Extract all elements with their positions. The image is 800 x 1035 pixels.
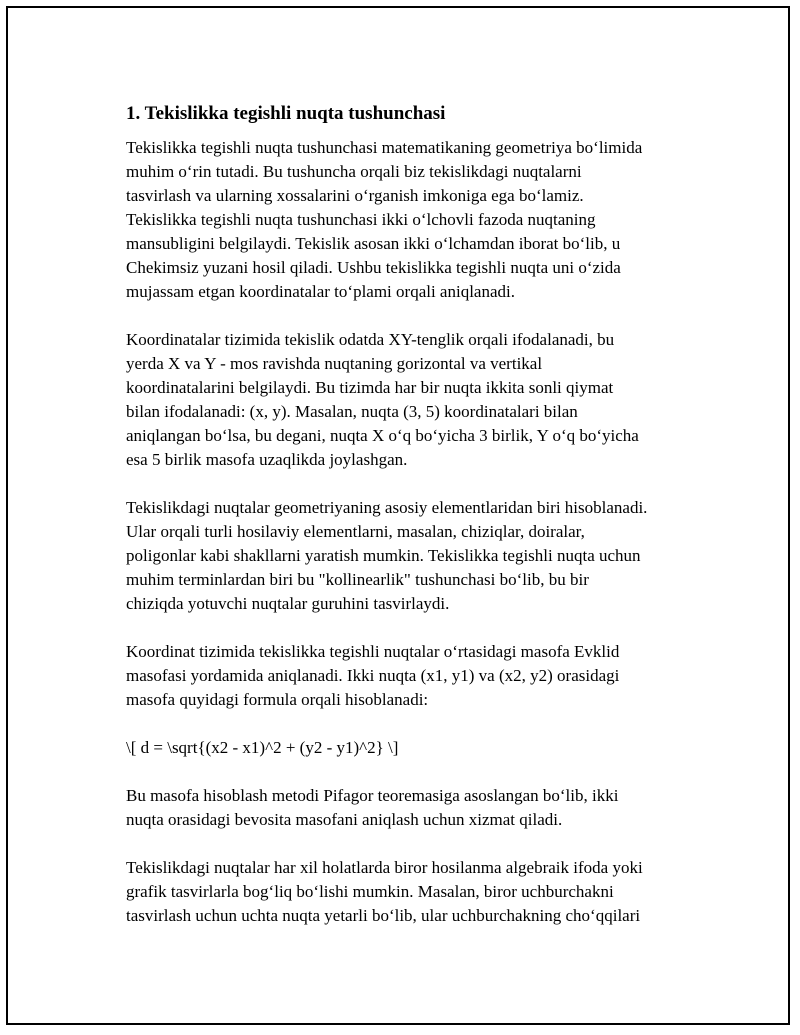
section-title: 1. Tekislikka tegishli nuqta tushunchasi [126, 103, 446, 124]
paragraph-pythagoras [126, 784, 696, 832]
text-line: Chekimsiz yuzani hosil qiladi. Ushbu tekislikka tegishli nuqta uni o‘zida [126, 258, 621, 277]
text-line: mansubligini belgilaydi. Tekislik asosan ikki o‘lchamdan iborat bo‘lib, u [126, 234, 621, 253]
text-line: tasvirlash va ularning xossalarini o‘rganish imkoniga ega bo‘lamiz. [126, 186, 584, 205]
page-content [126, 102, 696, 952]
text-line: grafik tasvirlarla bog‘liq bo‘lishi mumkin. Masalan, biror uchburchakni [126, 882, 614, 901]
page-frame [6, 6, 790, 1025]
paragraph-distance [126, 640, 696, 712]
text-line: Tekislikdagi nuqtalar geometriyaning asosiy elementlaridan biri hisoblanadi. [126, 498, 648, 517]
paragraph-formula [126, 736, 696, 760]
text-line: chiziqda yotuvchi nuqtalar guruhini tasvirlaydi. [126, 594, 450, 613]
text-line: mujassam etgan koordinatalar to‘plami orqali aniqlanadi. [126, 282, 515, 301]
text-line: masofasi yordamida aniqlanadi. Ikki nuqta (x1, y1) va (x2, y2) orasidagi [126, 666, 620, 685]
paragraph-coordinates [126, 328, 696, 472]
text-line: muhim o‘rin tutadi. Bu tushuncha orqali biz tekislikdagi nuqtalarni [126, 162, 582, 181]
text-line: Ular orqali turli hosilaviy elementlarni, masalan, chiziqlar, doiralar, [126, 522, 585, 541]
text-line: Tekislikdagi nuqtalar har xil holatlarda biror hosilanma algebraik ifoda yoki [126, 858, 643, 877]
text-line: esa 5 birlik masofa uzaqlikda joylashgan. [126, 450, 408, 469]
text-line: yerda X va Y - mos ravishda nuqtaning gorizontal va vertikal [126, 354, 543, 373]
paragraph-applications [126, 856, 696, 928]
text-line: Bu masofa hisoblash metodi Pifagor teoremasiga asoslangan bo‘lib, ikki [126, 786, 619, 805]
text-line: Koordinatalar tizimida tekislik odatda XY-tenglik orqali ifodalanadi, bu [126, 330, 615, 349]
text-line: Tekislikka tegishli nuqta tushunchasi matematikaning geometriya bo‘limida [126, 138, 643, 157]
text-line: Tekislikka tegishli nuqta tushunchasi ikki o‘lchovli fazoda nuqtaning [126, 210, 596, 229]
text-line: masofa quyidagi formula orqali hisoblanadi: [126, 690, 429, 709]
paragraph-elements [126, 496, 696, 616]
text-line: muhim terminlardan biri bu "kollinearlik" tushunchasi bo‘lib, bu bir [126, 570, 589, 589]
text-line: tasvirlash uchun uchta nuqta yetarli bo‘lib, ular uchburchakning cho‘qqilari [126, 906, 641, 925]
text-line: koordinatalarini belgilaydi. Bu tizimda har bir nuqta ikkita sonli qiymat [126, 378, 614, 397]
text-line: nuqta orasidagi bevosita masofani aniqlash uchun xizmat qiladi. [126, 810, 563, 829]
text-line: poligonlar kabi shakllarni yaratish mumkin. Tekislikka tegishli nuqta uchun [126, 546, 641, 565]
formula-line: \[ d = \sqrt{(x2 - x1)^2 + (y2 - y1)^2} \] [126, 738, 399, 757]
paragraph-intro [126, 136, 696, 304]
text-line: bilan ifodalanadi: (x, y). Masalan, nuqta (3, 5) koordinatalari bilan [126, 402, 578, 421]
text-line: Koordinat tizimida tekislikka tegishli nuqtalar o‘rtasidagi masofa Evklid [126, 642, 620, 661]
text-line: aniqlangan bo‘lsa, bu degani, nuqta X o‘q bo‘yicha 3 birlik, Y o‘q bo‘yicha [126, 426, 639, 445]
